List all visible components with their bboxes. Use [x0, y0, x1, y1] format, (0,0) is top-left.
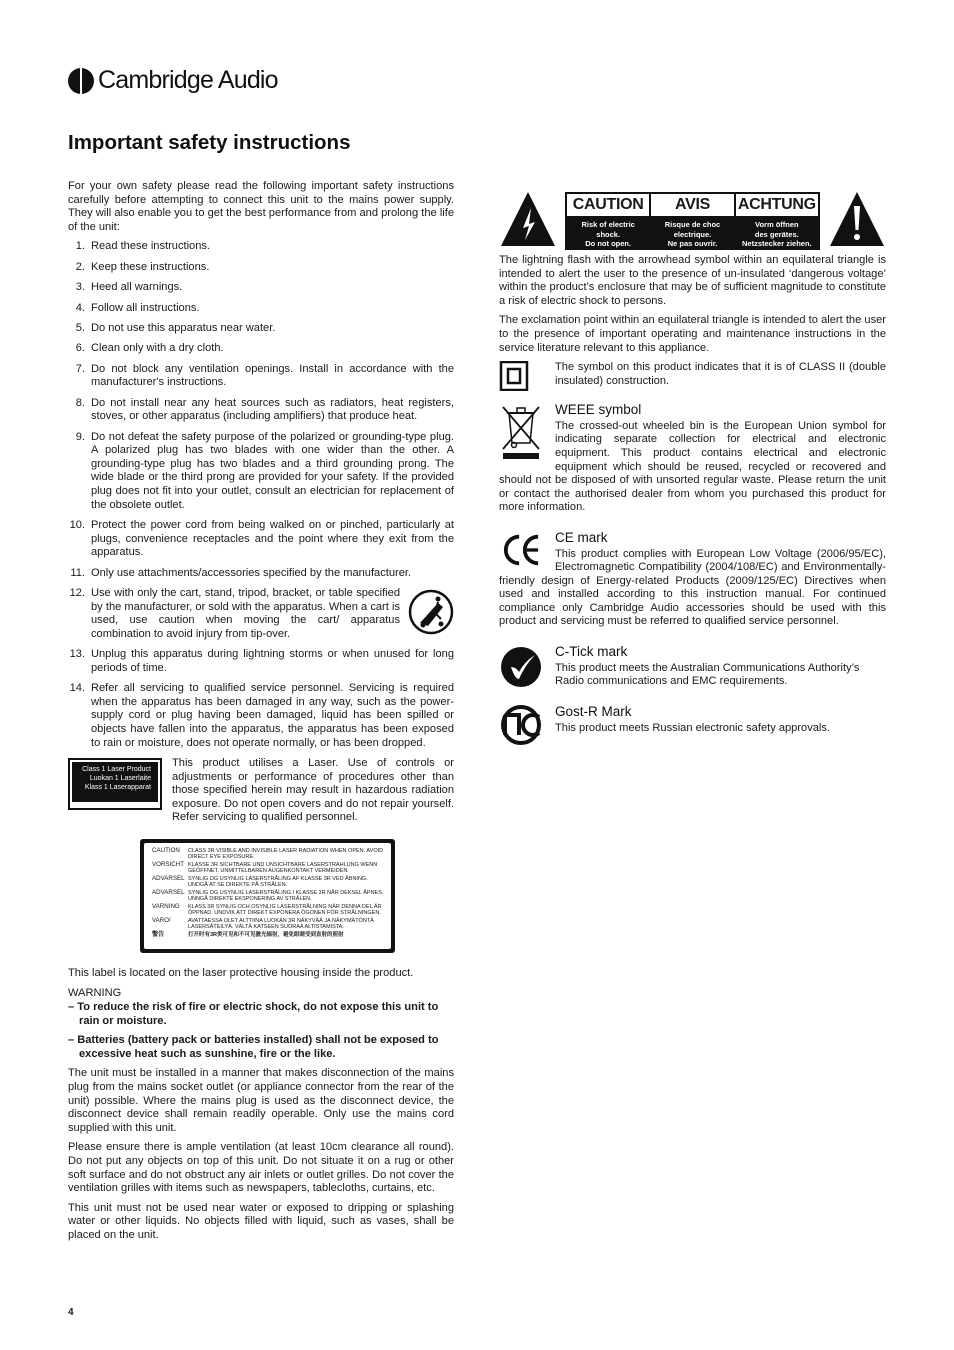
ce-text: This product complies with European Low Voltage (2006/95/EC), Electromagnetic Compatibility (2004/108/EC) and Environmentally-friendly design of Energy-related Products (2009/125/EC) Directives when used and installed according to this instruction manual. For continued compliance only Cambridge Audio accessories should be used with this product and servicing must be referred to qualified service personnel.	[499, 547, 886, 628]
weee-section	[499, 403, 886, 515]
page-title: Important safety instructions	[68, 131, 351, 154]
class2-notice	[499, 361, 886, 391]
warning-item: – Batteries (battery pack or batteries installed) shall not be exposed to excessive heat such as sunshine, fire or the like.	[68, 1034, 439, 1060]
page-number: 4	[68, 1307, 74, 1318]
laser-text: This product utilises a Laser. Use of controls or adjustments or performance of procedures other than those specified herein may result in hazardous radiation exposure. Do not open covers and do not repair yourself. Refer servicing to qualified personnel.	[172, 756, 454, 824]
gost-r-mark-icon	[499, 705, 543, 745]
gost-heading: Gost-R Mark	[555, 704, 632, 720]
brand-logo	[68, 66, 278, 95]
ce-section	[499, 531, 886, 629]
gost-section	[499, 705, 886, 747]
gost-text: This product meets Russian electronic safety approvals.	[555, 721, 831, 734]
warning-item: – To reduce the risk of fire or electric shock, do not expose this unit to rain or moisture.	[68, 1001, 439, 1027]
weee-heading: WEEE symbol	[555, 402, 642, 418]
warning-table	[565, 192, 820, 250]
class2-text: The symbol on this product indicates that it is of CLASS II (double insulated) construction.	[555, 361, 886, 387]
list-item: 3. Heed all warnings.	[75, 281, 183, 294]
paragraph: The unit must be installed in a manner that makes disconnection of the mains plug from the mains socket outlet (or appliance connector from the rear of the unit) possible. Where the mains plug is used as the disconnect device, the disconnect device shall remain readily operable. Only use the mains cord supplied with this unit.	[68, 1067, 454, 1134]
list-item: 1. Read these instructions.	[75, 240, 211, 253]
intro-paragraph: For your own safety please read the following important safety instructions carefully before attempting to connect this unit to the mains power supply. They will also enable you to get the best performance from and prolong the life of the unit:	[68, 180, 454, 233]
list-item: 5. Do not use this apparatus near water.	[75, 321, 276, 334]
list-item: 14. Refer all servicing to qualified service personnel. Servicing is required when the apparatus has been damaged in any way, such as the power-supply cord or plug having been damaged, liquid has been spilled or objects have fallen into the apparatus, the apparatus has been exposed to rain or moisture, does not operate normally, or has been dropped.	[69, 682, 454, 749]
weee-bin-icon	[499, 403, 543, 463]
c-tick-icon	[499, 645, 543, 689]
list-item: 2. Keep these instructions.	[75, 260, 210, 273]
cart-tipover-icon	[408, 589, 454, 635]
laser-caution-label: CAUTION CLASS 3R VISIBLE AND INVISIBLE LASER RADIATION WHEN OPEN. AVOID DIRECT EYE EXPOSURE. VORSICHT KLASSE 3R SICHTBARE UND UNSICHTBARE LASERSTRAHLUNG WENN GEÖFFNET. UNMITTELBAREN AUGENKONTAKT VERMEIDEN. ADVARSEL SYNLIG OG USYNLIG LASERSTRÅLING AF KLASSE 3R VED ÅBNING. UNDGÅ AT SE DIREKTE PÅ STRÅLEN. ADVARSEL SYNLIG OG USYNLIG LASERSTRÅLING I KLASSE 3R NÅR DEKSEL ÅPNES. UNNGÅ DIREKTE EKSPONERING AV STRÅLEN. VARNING KLASS 3R SYNLIG OCH OSYNLIG LASERSTRÅLNING NÄR DENNA DEL ÄR ÖPPNAD. UNDVIK ATT DIREKT EXPONERA ÖGONEN FÖR STRÅLNINGEN. VARO! AVATTAESSA OLET ALTTIINA LUOKAN 3R NÄKYVÄÄ JA NÄKYMÄTÖNTÄ LASERSÄTEILYÄ. VÄLTÄ KATSEEN SUORAA ALTISTAMISTA. 警告 打开时有3R类可见和不可见激光辐射，避免眼睛受到直射的照射	[140, 839, 395, 953]
ctick-text: This product meets the Australian Communications Authority’s Radio communications and EMC requirements.	[555, 661, 860, 688]
list-item: 11. Only use attachments/accessories specified by the manufacturer.	[70, 566, 412, 579]
ctick-section	[499, 645, 886, 691]
brand-name: Cambridge Audio	[98, 66, 278, 94]
list-item: 6. Clean only with a dry cloth.	[75, 342, 224, 355]
logo-mark-icon	[68, 68, 94, 94]
laser-notice	[68, 757, 454, 825]
ce-heading: CE mark	[555, 529, 608, 545]
label-location-note: This label is located on the laser protective housing inside the product.	[68, 966, 414, 979]
warning-cell-avis: AVIS Risque de choc electrique. Ne pas ouvrir.	[651, 194, 735, 248]
lightning-text: The lightning flash with the arrowhead symbol within an equilateral triangle is intended to alert the user to the presence of un-insulated ‘dangerous voltage’ within the product’s enclosure that may be of sufficient magnitude to constitute a risk of electric shock to persons.	[499, 254, 886, 307]
weee-text: The crossed-out wheeled bin is the European Union symbol for indicating separate collection for electrical and electronic equipment. This product contains electrical and electronic equipment which should be reused, recycled or recovered and should not be disposed of with unsorted regular waste. Please return the unit or contact the authorised dealer from whom you purchased this product for more information.	[499, 419, 886, 514]
list-item: 7. Do not block any ventilation openings. Install in accordance with the manufacturer's instructions.	[75, 362, 454, 389]
exclamation-warning-icon	[828, 190, 886, 248]
list-item: 8. Do not install near any heat sources such as radiators, heat registers, stoves, or other apparatus (including amplifiers) that produce heat.	[75, 396, 454, 423]
instructions-list	[68, 240, 454, 750]
lightning-warning-icon	[499, 190, 557, 248]
warning-cell-achtung: ACHTUNG Vorm öffnen des gerätes. Netzstecker ziehen.	[736, 194, 818, 248]
class2-double-insulation-icon	[499, 361, 543, 391]
warning-cell-caution: CAUTION Risk of electric shock. Do not open.	[567, 194, 651, 248]
right-column	[499, 190, 886, 761]
class1-laser-label: Class 1 Laser Product Luokan 1 Laserlaite Klass 1 Laserapparat	[68, 758, 162, 810]
paragraph: Please ensure there is ample ventilation (at least 10cm clearance all round). Do not put any objects on top of this unit. Do not situate it on a rug or other soft surface and do not obstruct any air inlets or outlet grilles. Do not cover the ventilation grilles with items such as newspapers, tablecloths, curtains, etc.	[68, 1141, 454, 1195]
warning-banner	[499, 190, 886, 248]
list-item: 10. Protect the power cord from being walked on or pinched, particularly at plugs, convenience receptacles and the point where they exit from the apparatus.	[69, 519, 454, 559]
list-item: 9. Do not defeat the safety purpose of the polarized or grounding-type plug. A polarized plug has two blades with one wider than the other. A grounding-type plug has two blades and a third grounding prong. The wide blade or the third prong are provided for your safety. If the provided plug does not fit into your outlet, consult an electrician for replacement of the obsolete outlet.	[75, 430, 454, 511]
warning-heading: WARNING	[68, 986, 122, 999]
left-column	[68, 180, 454, 1249]
paragraph: This unit must not be used near water or exposed to dripping or splashing water or other liquids. No objects filled with liquid, such as vases, shall be placed on the unit.	[68, 1201, 454, 1241]
list-item: 13. Unplug this apparatus during lightning storms or when unused for long periods of time.	[69, 648, 454, 674]
list-item: 12. Use with only the cart, stand, tripod, bracket, or table specified by the manufacturer, or sold with the apparatus. When a cart is used, use caution when moving the cart/ apparatus combination to avoid injury from tip-over.	[68, 587, 454, 641]
ctick-heading: C-Tick mark	[555, 644, 628, 660]
exclamation-text: The exclamation point within an equilateral triangle is intended to alert the user to the presence of important operating and maintenance instructions in the service literature relevant to this appliance.	[499, 314, 886, 354]
ce-mark-icon	[499, 531, 543, 569]
list-item: 4. Follow all instructions.	[75, 301, 200, 314]
